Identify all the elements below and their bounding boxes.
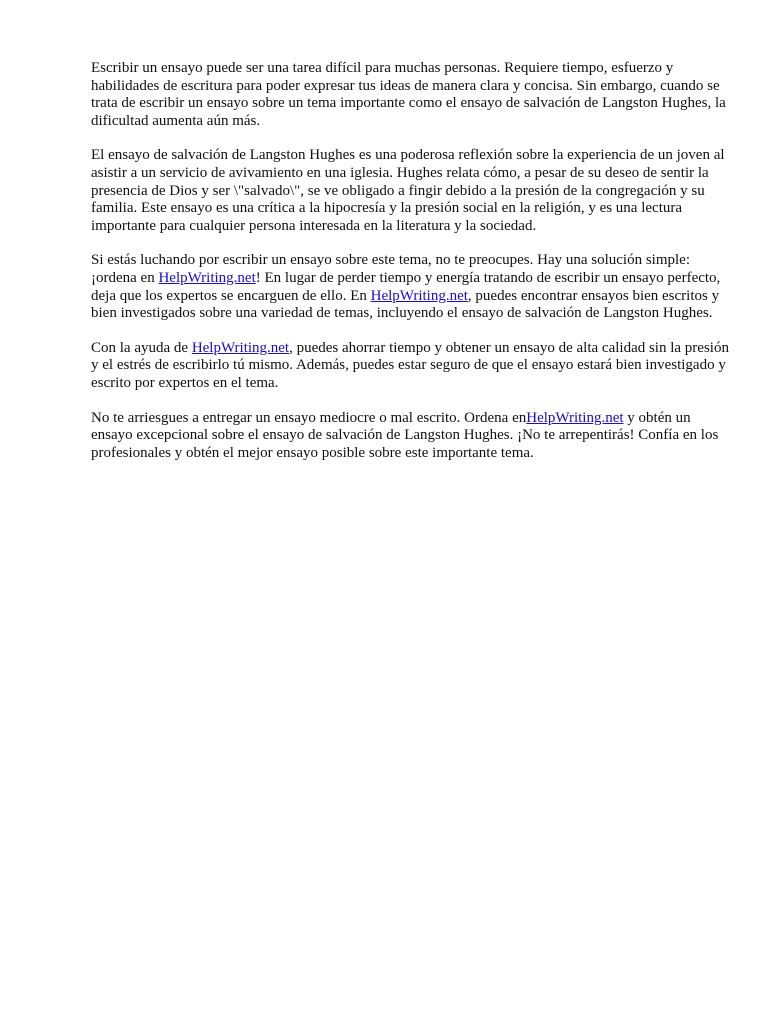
text-segment: ! En lugar de perder tiempo y energía tratando de escribir un ensayo perfecto, deja que los expertos se encarguen de ello. En — [91, 269, 721, 304]
text-segment: , puedes encontrar ensayos bien escritos y bien investigados sobre una variedad de temas, incluyendo el ensayo de salvación de Langston Hughes. — [91, 287, 720, 322]
text-segment: Si estás luchando por escribir un ensayo sobre este tema, no te preocupes. Hay una solución simple: ¡ordena en — [91, 252, 691, 286]
paragraph-benefits — [91, 340, 731, 393]
helpwriting-link[interactable]: HelpWriting.net — [158, 269, 256, 286]
helpwriting-link[interactable]: HelpWriting.net — [370, 287, 468, 304]
text-segment: Con la ayuda de — [91, 339, 192, 356]
text-segment: , puedes ahorrar tiempo y obtener un ensayo de alta calidad sin la presión y el estrés de escribirlo tú mismo. Además, puedes estar seguro de que el ensayo estará bien investigado y escrito por expertos en el tema. — [91, 339, 729, 391]
text-segment: Escribir un ensayo puede ser una tarea difícil para muchas personas. Requiere tiempo, esfuerzo y habilidades de escritura para poder expresar tus ideas de manera clara y concisa. Sin embargo, cuando se trata de escribir un ensayo sobre un tema importante como el ensayo de salvación de Langston Hughes, la dificultad aumenta aún más. — [91, 60, 726, 129]
helpwriting-link[interactable]: HelpWriting.net — [526, 409, 624, 426]
document-body — [91, 60, 731, 479]
helpwriting-link[interactable]: HelpWriting.net — [191, 339, 290, 356]
paragraph-intro — [91, 60, 731, 130]
text-segment: y obtén un ensayo excepcional sobre el ensayo de salvación de Langston Hughes. ¡No te arrepentirás! Confía en los profesionales y obtén el mejor ensayo posible sobre este importante tema. — [91, 409, 719, 461]
paragraph-summary — [91, 147, 731, 235]
text-segment: No te arriesgues a entregar un ensayo mediocre o mal escrito. Ordena en — [91, 409, 527, 426]
paragraph-closing — [91, 410, 731, 463]
text-segment: El ensayo de salvación de Langston Hughes es una poderosa reflexión sobre la experiencia de un joven al asistir a un servicio de avivamiento en una iglesia. Hughes relata cómo, a pesar de su deseo de sentir la presencia de Dios y ser \"salvado\", se ve obligado a fingir debido a la presión de la congregación y su familia. Este ensayo es una crítica a la hipocresía y la presión social en la religión, y es una lectura importante para cualquier persona interesada en la literatura y la sociedad. — [91, 147, 725, 234]
paragraph-solution — [91, 252, 731, 322]
